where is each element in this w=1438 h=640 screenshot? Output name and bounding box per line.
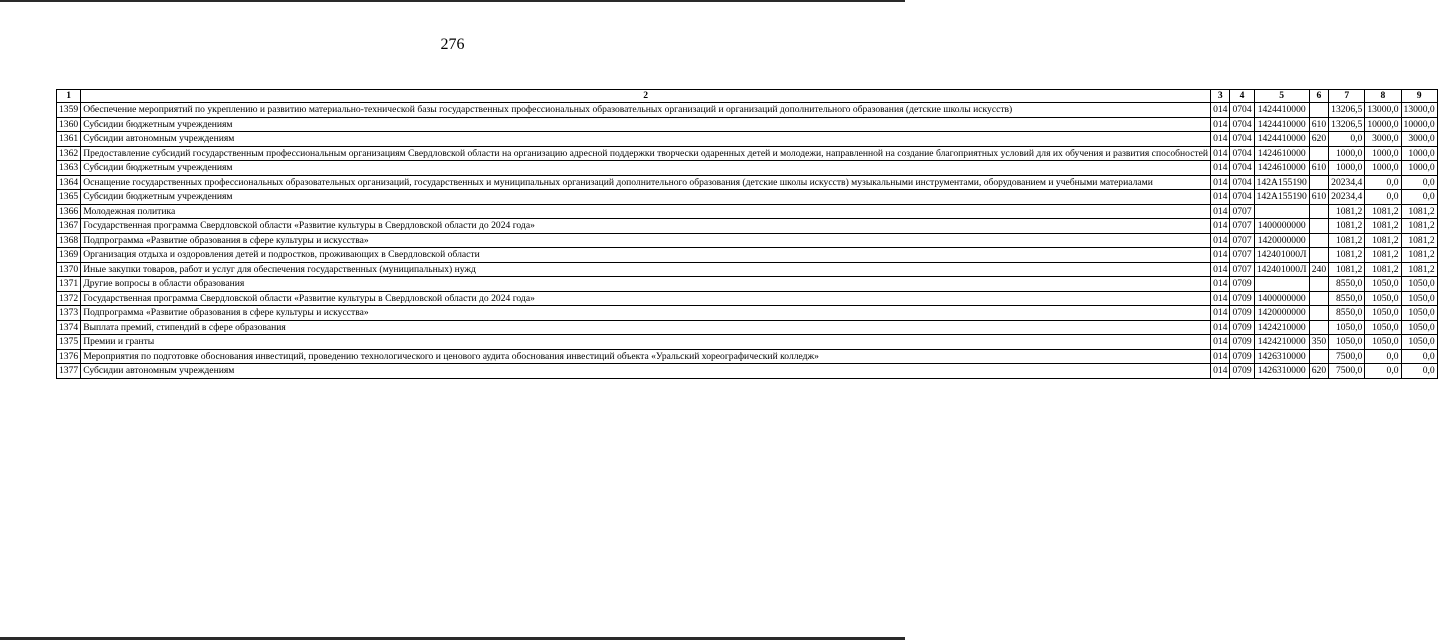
target-item-code-cell: 142401000Л <box>1254 248 1309 263</box>
expense-type-cell <box>1309 248 1328 263</box>
amount-col8-cell: 1081,2 <box>1365 204 1401 219</box>
expense-type-cell <box>1309 146 1328 161</box>
amount-col9-cell: 1000,0 <box>1401 146 1437 161</box>
expense-type-cell <box>1309 233 1328 248</box>
row-number-cell: 1368 <box>57 233 81 248</box>
target-item-code-cell: 142A155190 <box>1254 175 1309 190</box>
row-number-cell: 1376 <box>57 349 81 364</box>
section-code-cell: 0709 <box>1230 291 1254 306</box>
amount-col8-cell: 0,0 <box>1365 175 1401 190</box>
amount-col8-cell: 1081,2 <box>1365 248 1401 263</box>
row-number-cell: 1369 <box>57 248 81 263</box>
amount-col7-cell: 0,0 <box>1329 132 1365 147</box>
table-row <box>57 132 1438 147</box>
row-name-cell: Субсидии бюджетным учреждениям <box>81 161 1211 176</box>
amount-col9-cell: 0,0 <box>1401 175 1437 190</box>
ministry-code-cell: 014 <box>1211 349 1230 364</box>
expense-type-cell <box>1309 306 1328 321</box>
amount-col9-cell: 1000,0 <box>1401 161 1437 176</box>
target-item-code-cell <box>1254 277 1309 292</box>
column-header: 9 <box>1401 90 1437 103</box>
table-header-row <box>57 90 1438 103</box>
ministry-code-cell: 014 <box>1211 190 1230 205</box>
table-row <box>57 117 1438 132</box>
section-code-cell: 0704 <box>1230 117 1254 132</box>
expense-type-cell <box>1309 349 1328 364</box>
ministry-code-cell: 014 <box>1211 175 1230 190</box>
section-code-cell: 0709 <box>1230 320 1254 335</box>
target-item-code-cell: 1424610000 <box>1254 161 1309 176</box>
amount-col9-cell: 1050,0 <box>1401 320 1437 335</box>
row-number-cell: 1370 <box>57 262 81 277</box>
expense-type-cell <box>1309 320 1328 335</box>
amount-col9-cell: 1050,0 <box>1401 335 1437 350</box>
row-number-cell: 1367 <box>57 219 81 234</box>
row-number-cell: 1372 <box>57 291 81 306</box>
section-code-cell: 0707 <box>1230 219 1254 234</box>
ministry-code-cell: 014 <box>1211 103 1230 118</box>
column-header: 1 <box>57 90 81 103</box>
ministry-code-cell: 014 <box>1211 335 1230 350</box>
target-item-code-cell: 1420000000 <box>1254 306 1309 321</box>
amount-col9-cell: 10000,0 <box>1401 117 1437 132</box>
expense-type-cell: 350 <box>1309 335 1328 350</box>
row-name-cell: Предоставление субсидий государственным профессиональным организациям Свердловской области на организацию адресной поддержки творчески одаренных детей и молодежи, направленной на создание благоприятных условий для их обучения и развития способностей <box>81 146 1211 161</box>
amount-col8-cell: 13000,0 <box>1365 103 1401 118</box>
row-number-cell: 1371 <box>57 277 81 292</box>
section-code-cell: 0704 <box>1230 132 1254 147</box>
table-row <box>57 291 1438 306</box>
expense-type-cell: 610 <box>1309 117 1328 132</box>
row-number-cell: 1373 <box>57 306 81 321</box>
row-number-cell: 1364 <box>57 175 81 190</box>
row-name-cell: Субсидии бюджетным учреждениям <box>81 190 1211 205</box>
row-name-cell: Организация отдыха и оздоровления детей и подростков, проживающих в Свердловской области <box>81 248 1211 263</box>
amount-col9-cell: 0,0 <box>1401 349 1437 364</box>
amount-col8-cell: 1000,0 <box>1365 161 1401 176</box>
table-row <box>57 262 1438 277</box>
amount-col7-cell: 1081,2 <box>1329 219 1365 234</box>
section-code-cell: 0709 <box>1230 349 1254 364</box>
ministry-code-cell: 014 <box>1211 248 1230 263</box>
column-header: 4 <box>1230 90 1254 103</box>
ministry-code-cell: 014 <box>1211 277 1230 292</box>
amount-col7-cell: 1081,2 <box>1329 248 1365 263</box>
amount-col9-cell: 13000,0 <box>1401 103 1437 118</box>
amount-col7-cell: 8550,0 <box>1329 306 1365 321</box>
amount-col7-cell: 7500,0 <box>1329 364 1365 379</box>
ministry-code-cell: 014 <box>1211 117 1230 132</box>
section-code-cell: 0707 <box>1230 262 1254 277</box>
row-name-cell: Выплата премий, стипендий в сфере образования <box>81 320 1211 335</box>
target-item-code-cell: 1424410000 <box>1254 103 1309 118</box>
amount-col7-cell: 1050,0 <box>1329 335 1365 350</box>
amount-col8-cell: 10000,0 <box>1365 117 1401 132</box>
row-number-cell: 1362 <box>57 146 81 161</box>
ministry-code-cell: 014 <box>1211 306 1230 321</box>
section-code-cell: 0704 <box>1230 146 1254 161</box>
row-name-cell: Иные закупки товаров, работ и услуг для обеспечения государственных (муниципальных) нужд <box>81 262 1211 277</box>
ministry-code-cell: 014 <box>1211 262 1230 277</box>
target-item-code-cell <box>1254 204 1309 219</box>
table-row <box>57 277 1438 292</box>
row-name-cell: Субсидии автономным учреждениям <box>81 132 1211 147</box>
amount-col9-cell: 1081,2 <box>1401 233 1437 248</box>
expense-type-cell <box>1309 103 1328 118</box>
row-name-cell: Государственная программа Свердловской области «Развитие культуры в Свердловской области до 2024 года» <box>81 219 1211 234</box>
expense-type-cell: 610 <box>1309 190 1328 205</box>
section-code-cell: 0707 <box>1230 233 1254 248</box>
table-row <box>57 103 1438 118</box>
row-name-cell: Подпрограмма «Развитие образования в сфере культуры и искусства» <box>81 233 1211 248</box>
table-row <box>57 364 1438 379</box>
row-number-cell: 1360 <box>57 117 81 132</box>
amount-col7-cell: 1081,2 <box>1329 204 1365 219</box>
row-number-cell: 1365 <box>57 190 81 205</box>
column-header: 8 <box>1365 90 1401 103</box>
expense-type-cell <box>1309 277 1328 292</box>
row-number-cell: 1359 <box>57 103 81 118</box>
amount-col9-cell: 0,0 <box>1401 190 1437 205</box>
row-number-cell: 1377 <box>57 364 81 379</box>
amount-col8-cell: 3000,0 <box>1365 132 1401 147</box>
table-row <box>57 248 1438 263</box>
expense-type-cell: 620 <box>1309 132 1328 147</box>
section-code-cell: 0704 <box>1230 190 1254 205</box>
target-item-code-cell: 1424210000 <box>1254 320 1309 335</box>
amount-col8-cell: 1050,0 <box>1365 291 1401 306</box>
expense-type-cell: 240 <box>1309 262 1328 277</box>
table-row <box>57 175 1438 190</box>
table-row <box>57 219 1438 234</box>
amount-col7-cell: 7500,0 <box>1329 349 1365 364</box>
amount-col7-cell: 20234,4 <box>1329 175 1365 190</box>
section-code-cell: 0709 <box>1230 277 1254 292</box>
section-code-cell: 0704 <box>1230 175 1254 190</box>
amount-col7-cell: 1050,0 <box>1329 320 1365 335</box>
section-code-cell: 0709 <box>1230 306 1254 321</box>
expense-type-cell: 610 <box>1309 161 1328 176</box>
ministry-code-cell: 014 <box>1211 204 1230 219</box>
row-name-cell: Государственная программа Свердловской области «Развитие культуры в Свердловской области до 2024 года» <box>81 291 1211 306</box>
amount-col8-cell: 1050,0 <box>1365 335 1401 350</box>
column-header: 3 <box>1211 90 1230 103</box>
table-row <box>57 146 1438 161</box>
amount-col9-cell: 0,0 <box>1401 364 1437 379</box>
target-item-code-cell: 1424610000 <box>1254 146 1309 161</box>
amount-col9-cell: 1050,0 <box>1401 306 1437 321</box>
column-header: 5 <box>1254 90 1309 103</box>
target-item-code-cell: 142A155190 <box>1254 190 1309 205</box>
table-row <box>57 190 1438 205</box>
section-code-cell: 0704 <box>1230 161 1254 176</box>
ministry-code-cell: 014 <box>1211 233 1230 248</box>
amount-col9-cell: 1081,2 <box>1401 219 1437 234</box>
ministry-code-cell: 014 <box>1211 320 1230 335</box>
ministry-code-cell: 014 <box>1211 161 1230 176</box>
amount-col8-cell: 1081,2 <box>1365 219 1401 234</box>
amount-col8-cell: 0,0 <box>1365 190 1401 205</box>
target-item-code-cell: 1424410000 <box>1254 117 1309 132</box>
amount-col8-cell: 1050,0 <box>1365 277 1401 292</box>
row-name-cell: Премии и гранты <box>81 335 1211 350</box>
column-header: 6 <box>1309 90 1328 103</box>
row-number-cell: 1366 <box>57 204 81 219</box>
target-item-code-cell: 1426310000 <box>1254 364 1309 379</box>
target-item-code-cell: 1426310000 <box>1254 349 1309 364</box>
section-code-cell: 0707 <box>1230 204 1254 219</box>
target-item-code-cell: 1400000000 <box>1254 219 1309 234</box>
row-name-cell: Подпрограмма «Развитие образования в сфере культуры и искусства» <box>81 306 1211 321</box>
amount-col7-cell: 1081,2 <box>1329 233 1365 248</box>
row-name-cell: Субсидии бюджетным учреждениям <box>81 117 1211 132</box>
amount-col8-cell: 0,0 <box>1365 349 1401 364</box>
target-item-code-cell: 1424410000 <box>1254 132 1309 147</box>
amount-col9-cell: 1081,2 <box>1401 262 1437 277</box>
amount-col7-cell: 1081,2 <box>1329 262 1365 277</box>
row-number-cell: 1374 <box>57 320 81 335</box>
amount-col7-cell: 13206,5 <box>1329 103 1365 118</box>
amount-col9-cell: 1081,2 <box>1401 204 1437 219</box>
amount-col8-cell: 1050,0 <box>1365 306 1401 321</box>
expense-type-cell <box>1309 204 1328 219</box>
amount-col7-cell: 1000,0 <box>1329 161 1365 176</box>
expense-type-cell <box>1309 219 1328 234</box>
amount-col8-cell: 1050,0 <box>1365 320 1401 335</box>
amount-col9-cell: 3000,0 <box>1401 132 1437 147</box>
table-row <box>57 204 1438 219</box>
amount-col9-cell: 1050,0 <box>1401 291 1437 306</box>
column-header: 2 <box>81 90 1211 103</box>
ministry-code-cell: 014 <box>1211 364 1230 379</box>
row-name-cell: Субсидии автономным учреждениям <box>81 364 1211 379</box>
row-name-cell: Молодежная политика <box>81 204 1211 219</box>
row-name-cell: Оснащение государственных профессиональных образовательных организаций, государственных и муниципальных организаций дополнительного образования (детские школы искусств) музыкальными инструментами, оборудованием и учебными материалами <box>81 175 1211 190</box>
table-row <box>57 306 1438 321</box>
table-row <box>57 335 1438 350</box>
budget-table <box>56 89 1438 379</box>
table-body <box>57 103 1438 379</box>
row-name-cell: Обеспечение мероприятий по укреплению и развитию материально-технической базы государственных профессиональных образовательных организаций и организаций дополнительного образования (детские школы искусств) <box>81 103 1211 118</box>
expense-type-cell <box>1309 175 1328 190</box>
page-top-edge <box>0 0 905 2</box>
row-number-cell: 1363 <box>57 161 81 176</box>
amount-col8-cell: 1000,0 <box>1365 146 1401 161</box>
section-code-cell: 0707 <box>1230 248 1254 263</box>
target-item-code-cell: 142401000Л <box>1254 262 1309 277</box>
table-row <box>57 320 1438 335</box>
ministry-code-cell: 014 <box>1211 291 1230 306</box>
row-number-cell: 1361 <box>57 132 81 147</box>
amount-col7-cell: 13206,5 <box>1329 117 1365 132</box>
ministry-code-cell: 014 <box>1211 219 1230 234</box>
section-code-cell: 0709 <box>1230 335 1254 350</box>
target-item-code-cell: 1424210000 <box>1254 335 1309 350</box>
ministry-code-cell: 014 <box>1211 132 1230 147</box>
amount-col7-cell: 8550,0 <box>1329 277 1365 292</box>
amount-col7-cell: 1000,0 <box>1329 146 1365 161</box>
section-code-cell: 0704 <box>1230 103 1254 118</box>
table-row <box>57 233 1438 248</box>
row-name-cell: Мероприятия по подготовке обоснования инвестиций, проведению технологического и ценового аудита обоснования инвестиций объекта «Уральский хореографический колледж» <box>81 349 1211 364</box>
section-code-cell: 0709 <box>1230 364 1254 379</box>
target-item-code-cell: 1420000000 <box>1254 233 1309 248</box>
target-item-code-cell: 1400000000 <box>1254 291 1309 306</box>
amount-col9-cell: 1050,0 <box>1401 277 1437 292</box>
expense-type-cell: 620 <box>1309 364 1328 379</box>
amount-col8-cell: 0,0 <box>1365 364 1401 379</box>
table-row <box>57 349 1438 364</box>
amount-col7-cell: 8550,0 <box>1329 291 1365 306</box>
amount-col9-cell: 1081,2 <box>1401 248 1437 263</box>
expense-type-cell <box>1309 291 1328 306</box>
row-name-cell: Другие вопросы в области образования <box>81 277 1211 292</box>
column-header: 7 <box>1329 90 1365 103</box>
page-number: 276 <box>440 36 465 53</box>
amount-col8-cell: 1081,2 <box>1365 233 1401 248</box>
amount-col8-cell: 1081,2 <box>1365 262 1401 277</box>
row-number-cell: 1375 <box>57 335 81 350</box>
amount-col7-cell: 20234,4 <box>1329 190 1365 205</box>
table-row <box>57 161 1438 176</box>
ministry-code-cell: 014 <box>1211 146 1230 161</box>
